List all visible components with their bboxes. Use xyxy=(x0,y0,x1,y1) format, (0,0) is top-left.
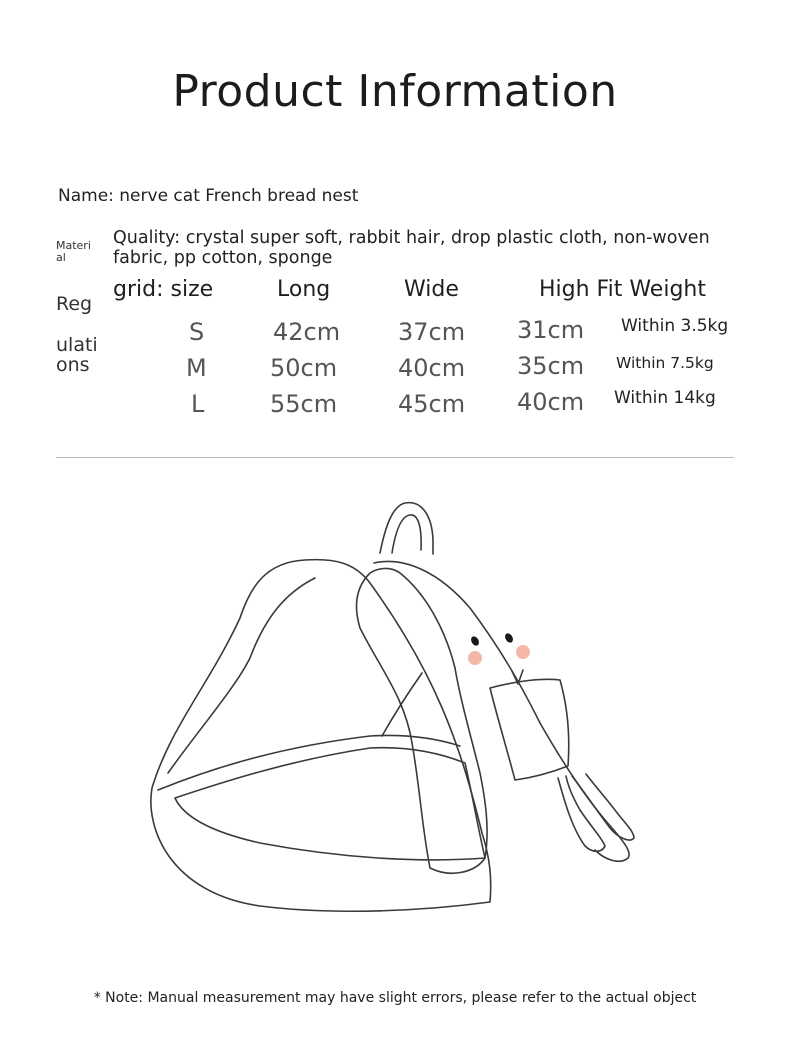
table-row-m-wide: 40cm xyxy=(398,354,466,382)
section-divider xyxy=(56,457,734,458)
cat-leg-right xyxy=(572,774,634,840)
table-row-l-size: L xyxy=(191,390,205,418)
header-long: Long xyxy=(277,277,331,302)
nest-cushion xyxy=(175,748,485,860)
material-quality: Quality: crystal super soft, rabbit hair, drop plastic cloth, non-woven fabric, pp cotton, sponge xyxy=(113,228,710,268)
page-title: Product Information xyxy=(172,66,618,117)
cat-leg-left xyxy=(558,776,605,851)
nest-inner-back xyxy=(168,578,315,773)
cat-flap-outline xyxy=(357,568,488,873)
table-row-m-weight: Within 7.5kg xyxy=(616,354,714,372)
regulations-label-line2: ulati xyxy=(56,334,98,356)
nest-ear xyxy=(380,503,433,554)
table-row-l-wide: 45cm xyxy=(398,390,466,418)
table-row-s-high: 31cm xyxy=(517,316,585,344)
material-label xyxy=(56,240,96,264)
table-row-l-weight: Within 14kg xyxy=(614,388,716,408)
regulations-label-line1: Reg xyxy=(56,293,93,315)
nest-outer-outline xyxy=(151,560,491,912)
nest-back-opening xyxy=(382,673,422,736)
nest-ear-inner xyxy=(392,515,421,553)
table-row-s-wide: 37cm xyxy=(398,318,466,346)
table-row-m-long: 50cm xyxy=(270,354,338,382)
header-size: grid: size xyxy=(113,277,214,302)
cat-left-eye xyxy=(469,635,480,647)
cat-right-eye xyxy=(503,632,514,644)
regulations-label-line3: ons xyxy=(56,354,90,376)
table-row-s-weight: Within 3.5kg xyxy=(621,316,729,336)
cat-nest-illustration xyxy=(140,498,660,918)
cat-right-blush xyxy=(516,645,530,659)
table-row-s-size: S xyxy=(189,318,205,346)
cat-flap-edge xyxy=(374,561,629,861)
table-row-m-size: M xyxy=(186,354,207,382)
header-high-fit-weight: High Fit Weight xyxy=(539,277,706,302)
cat-pocket xyxy=(490,679,569,780)
table-row-l-high: 40cm xyxy=(517,388,585,416)
product-name: Name: nerve cat French bread nest xyxy=(58,186,359,206)
table-row-s-long: 42cm xyxy=(273,318,341,346)
cat-left-blush xyxy=(468,651,482,665)
table-row-m-high: 35cm xyxy=(517,352,585,380)
table-row-l-long: 55cm xyxy=(270,390,338,418)
material-label-line1: Materi xyxy=(56,239,91,252)
measurement-note: * Note: Manual measurement may have slight errors, please refer to the actual object xyxy=(93,990,697,1006)
material-label-line2: al xyxy=(56,251,66,264)
header-wide: Wide xyxy=(404,277,459,302)
